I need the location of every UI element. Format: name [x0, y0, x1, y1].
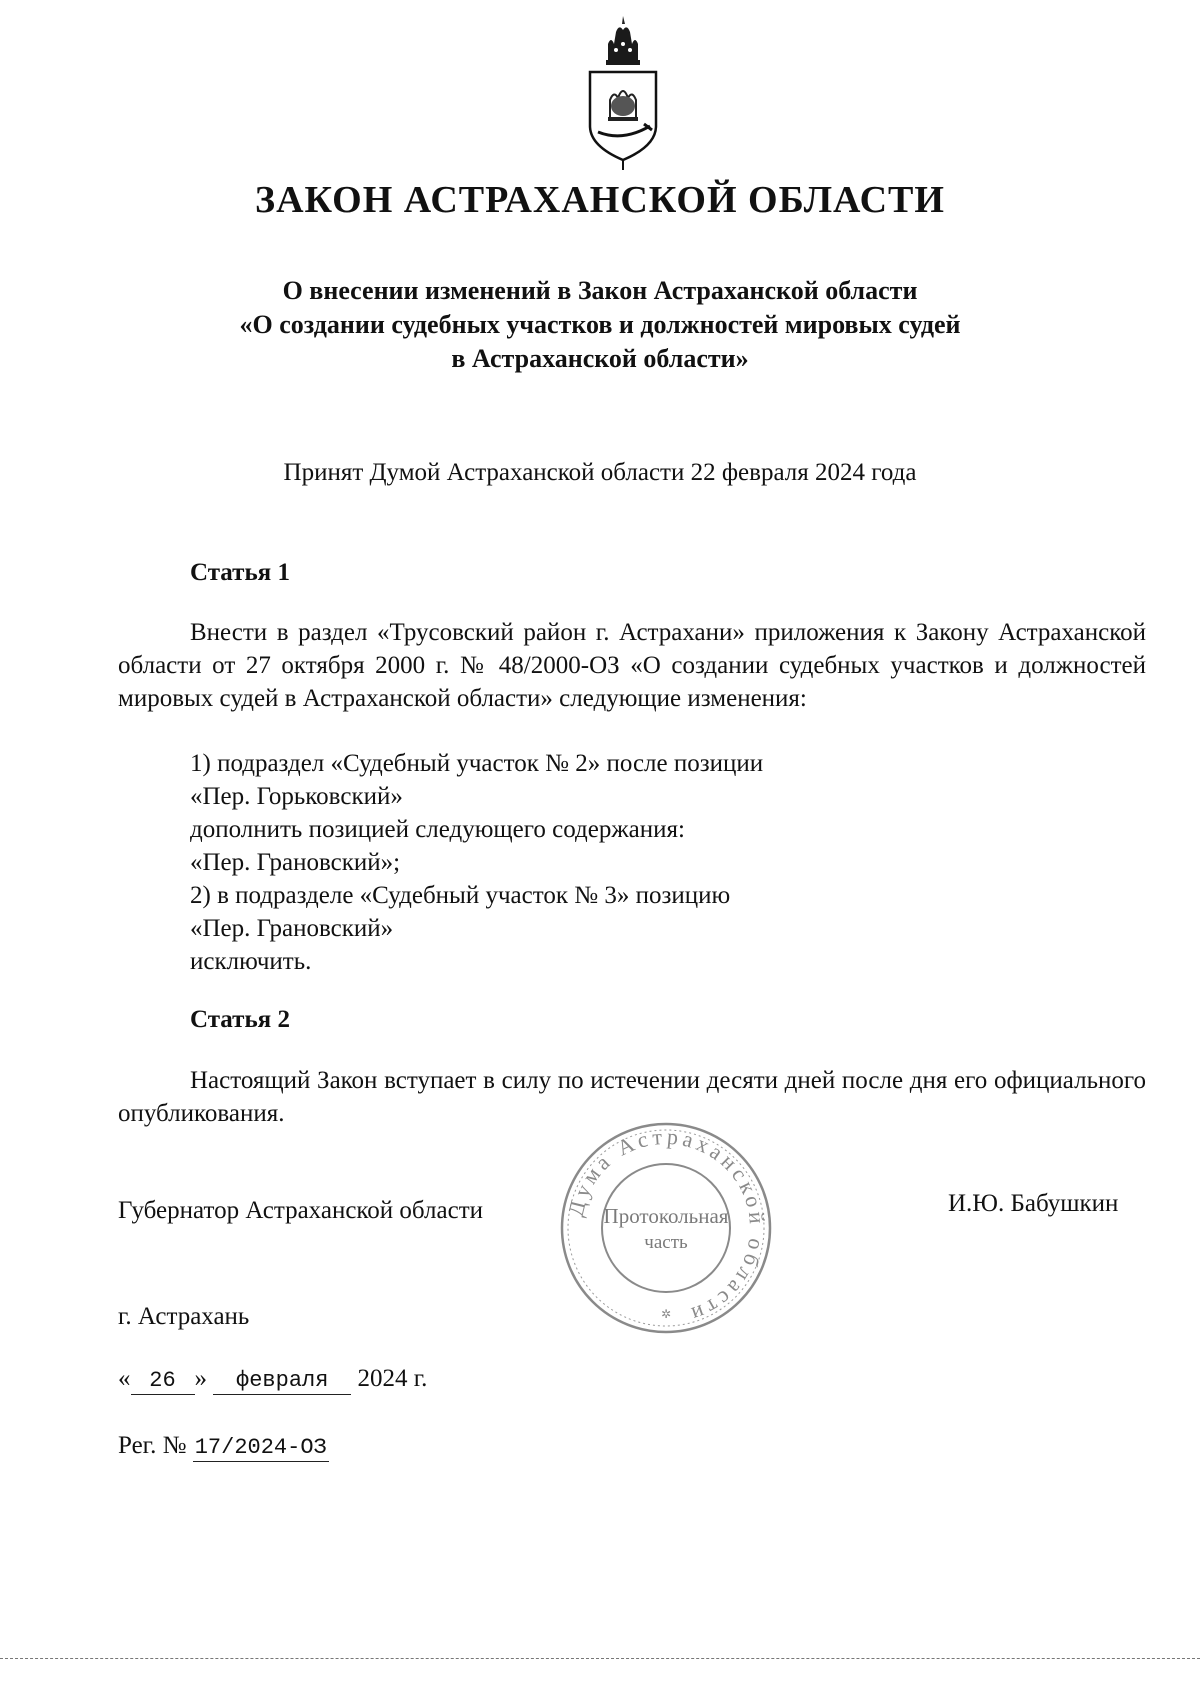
reg-number: 17/2024-ОЗ — [194, 1435, 327, 1460]
list-item: «Пер. Горьковский» — [190, 783, 403, 810]
list-item: дополнить позицией следующего содержания: — [190, 816, 685, 843]
date-close-quote: » — [194, 1365, 207, 1392]
date-month: февраля — [213, 1368, 351, 1395]
article-1-changes-list — [190, 747, 1090, 978]
list-item: исключить. — [190, 948, 312, 975]
signing-date — [118, 1365, 427, 1395]
law-subtitle — [150, 274, 1050, 376]
adoption-note: Принят Думой Астраханской области 22 февраля 2024 года — [283, 459, 917, 486]
date-year: 2024 г. — [357, 1365, 428, 1392]
article-2-heading: Статья 2 — [190, 1006, 290, 1033]
registration-number — [118, 1432, 329, 1462]
seal-star-icon: ✲ — [660, 1307, 672, 1321]
signer-name: И.Ю. Бабушкин — [948, 1190, 1119, 1217]
date-day: 26 — [131, 1368, 195, 1395]
official-seal — [556, 1118, 776, 1338]
list-item: 2) в подразделе «Судебный участок № 3» позицию — [190, 882, 731, 909]
coat-of-arms-icon — [578, 14, 668, 174]
reg-label: Рег. № — [118, 1432, 187, 1459]
subtitle-line: в Астраханской области» — [451, 344, 749, 373]
article-1-heading: Статья 1 — [190, 559, 290, 586]
city: г. Астрахань — [118, 1303, 250, 1330]
article-1-paragraph: Внести в раздел «Трусовский район г. Астрахани» приложения к Закону Астраханской области от 27 октября 2000 г. № 48/2000-ОЗ «О создании судебных участков и должностей мировых судей в Астраханской области» следующие изменения: — [118, 619, 1146, 712]
date-open-quote: « — [118, 1365, 131, 1392]
seal-ring-text: Дума Астраханской области — [562, 1123, 771, 1329]
article-2-paragraph: Настоящий Закон вступает в силу по истечении десяти дней после дня его официального опубликования. — [118, 1067, 1146, 1127]
law-title: ЗАКОН АСТРАХАНСКОЙ ОБЛАСТИ — [255, 179, 945, 221]
subtitle-line: «О создании судебных участков и должностей мировых судей — [239, 310, 961, 339]
list-item: «Пер. Грановский» — [190, 915, 394, 942]
seal-center-text: часть — [644, 1232, 688, 1253]
signer-role: Губернатор Астраханской области — [118, 1197, 484, 1224]
list-item: 1) подраздел «Судебный участок № 2» после позиции — [190, 750, 764, 777]
bottom-divider — [0, 1658, 1200, 1659]
seal-center-text: Протокольная — [603, 1204, 729, 1228]
list-item: «Пер. Грановский»; — [190, 849, 401, 876]
subtitle-line: О внесении изменений в Закон Астраханской области — [282, 276, 918, 305]
